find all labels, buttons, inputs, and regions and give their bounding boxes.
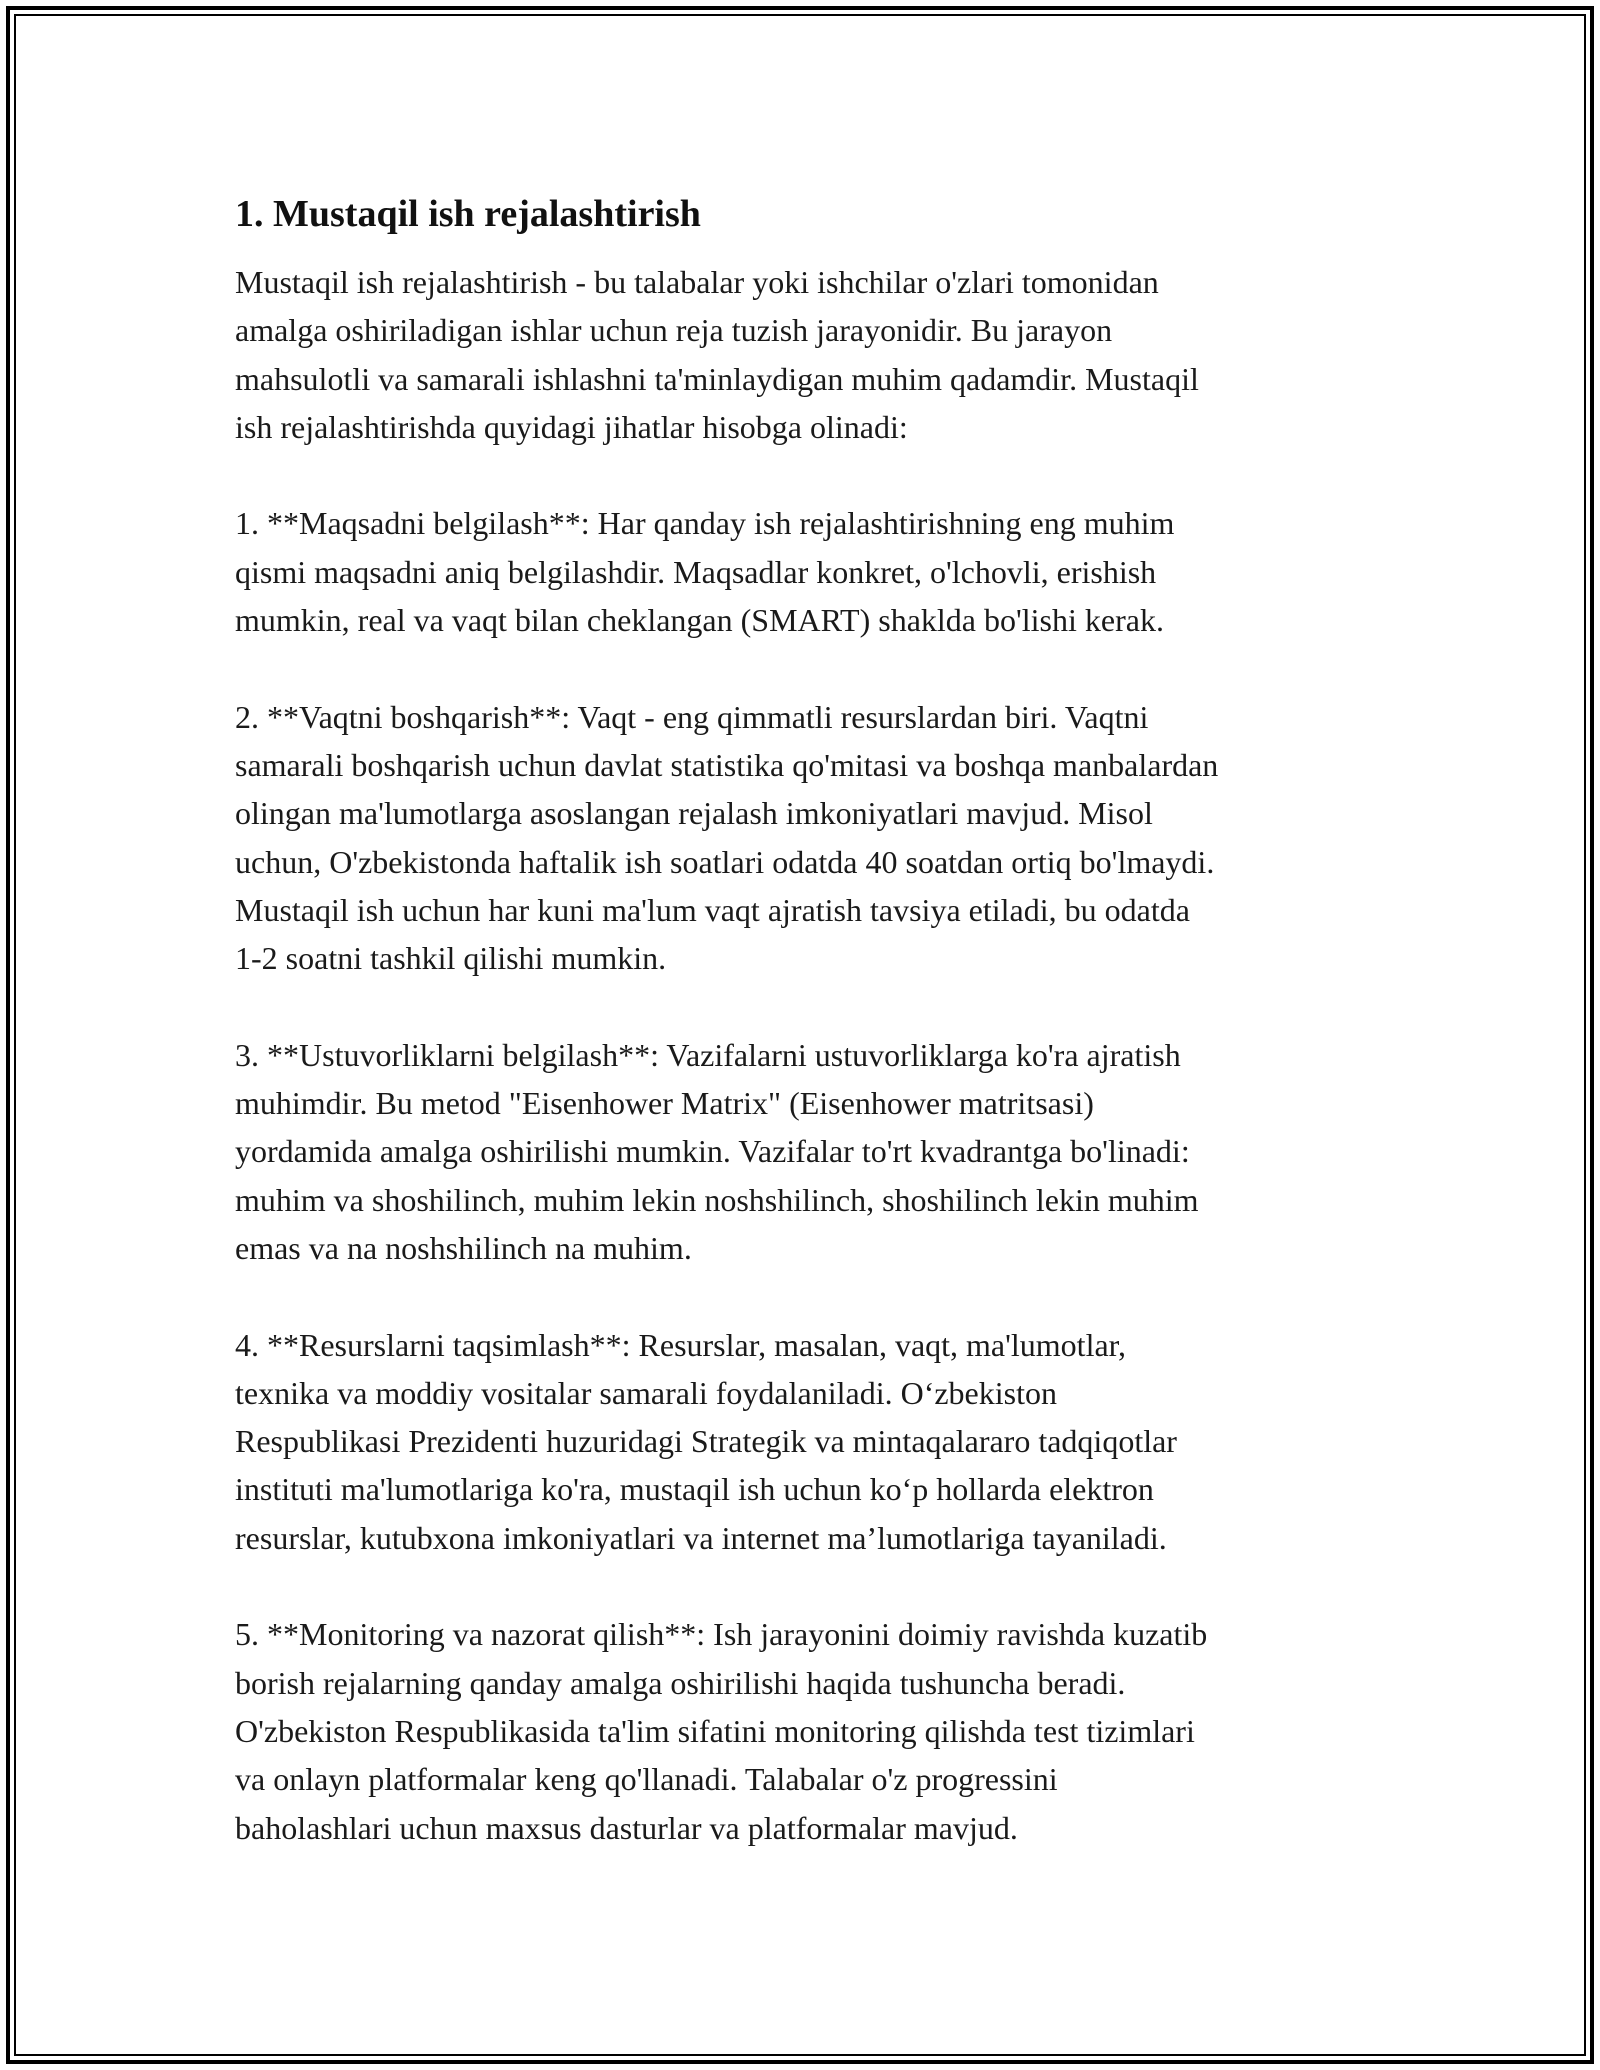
intro-paragraph: Mustaqil ish rejalashtirish - bu talabalar yoki ishchilar o'zlari tomonidan amalga oshiriladigan ishlar uchun reja tuzish jarayonidir. Bu jarayon mahsulotli va samarali ishlashni ta'minlaydigan muhim qadamdir. Mustaqil ish rejalashtirishda quyidagi jihatlar hisobga olinadi: [235, 264, 1199, 445]
paragraph-maqsadni-belgilash: 1. **Maqsadni belgilash**: Har qanday ish rejalashtirishning eng muhim qismi maqsadni aniq belgilashdir. Maqsadlar konkret, o'lchovli, erishish mumkin, real va vaqt bilan cheklangan (SMART) shaklda bo'lishi kerak. [235, 505, 1175, 639]
paragraph-ustuvorliklarni-belgilash: 3. **Ustuvorliklarni belgilash**: Vazifalarni ustuvorliklarga ko'ra ajratish muhimdir. Bu metod "Eisenhower Matrix" (Eisenhower matritsasi) yordamida amalga oshirilishi mumkin. Vazifalar to'rt kvadrantga bo'linadi: muhim va shoshilinch, muhim lekin noshshilinch, shoshilinch lekin muhim emas va na noshshilinch na muhim. [235, 1036, 1199, 1266]
page-title: 1. Mustaqil ish rejalashtirish [235, 193, 701, 235]
paragraph-monitoring-va-nazorat: 5. **Monitoring va nazorat qilish**: Ish jarayonini doimiy ravishda kuzatib borish rejalarning qanday amalga oshirilishi haqida tushuncha beradi. O'zbekiston Respublikasida ta'lim sifatini monitoring qilishda test tizimlari va onlayn platformalar keng qo'llanadi. Talabalar o'z progressini baholashlari uchun maxsus dasturlar va platformalar mavjud. [235, 1616, 1208, 1846]
document-body [235, 186, 1385, 1900]
paragraph-vaqtni-boshqarish: 2. **Vaqtni boshqarish**: Vaqt - eng qimmatli resurslardan biri. Vaqtni samarali boshqarish uchun davlat statistika qo'mitasi va boshqa manbalardan olingan ma'lumotlarga asoslangan rejalash imkoniyatlari mavjud. Misol uchun, O'zbekistonda haftalik ish soatlari odatda 40 soatdan ortiq bo'lmaydi. Mustaqil ish uchun har kuni ma'lum vaqt ajratish tavsiya etiladi, bu odatda 1-2 soatni tashkil qilishi mumkin. [235, 698, 1219, 977]
paragraph-resurslarni-taqsimlash: 4. **Resurslarni taqsimlash**: Resurslar, masalan, vaqt, ma'lumotlar, texnika va moddiy vositalar samarali foydalaniladi. O‘zbekiston Respublikasi Prezidenti huzuridagi Strategik va mintaqalararo tadqiqotlar instituti ma'lumotlariga ko'ra, mustaqil ish uchun ko‘p hollarda elektron resurslar, kutubxona imkoniyatlari va internet ma’lumotlariga tayaniladi. [235, 1326, 1177, 1556]
